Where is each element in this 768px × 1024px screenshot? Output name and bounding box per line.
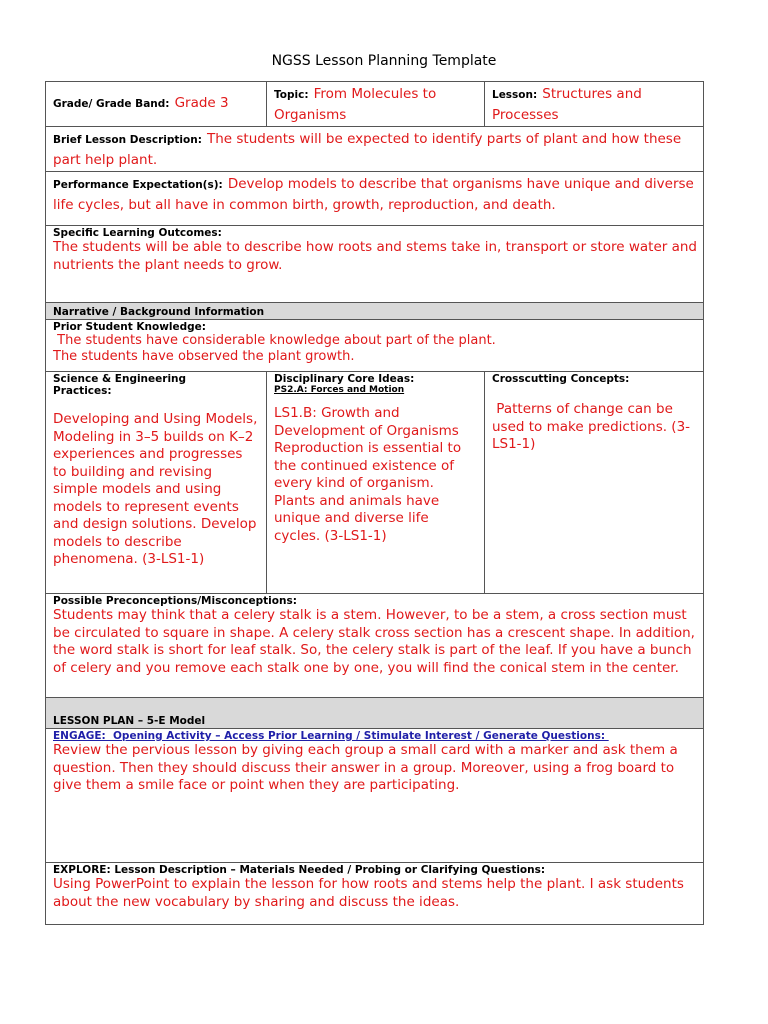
outcomes-cell (46, 226, 704, 303)
brief-label: Brief Lesson Description: (53, 134, 202, 146)
lesson-cell (485, 82, 704, 127)
lessonplan-cell (46, 698, 704, 729)
narrative-cell (46, 303, 704, 320)
lesson-label: Lesson: (492, 89, 538, 101)
practices-value: Developing and Using Models, Modeling in 3–5 builds on K–2 experiences and progresses to building and revising simple models and using models to represent events and design solutions. Develop models to describe phenomena. (3-LS1-1) (53, 411, 258, 567)
header-row (46, 82, 704, 127)
standards-row (46, 372, 704, 594)
prior-label: Prior Student Knowledge: (53, 321, 206, 333)
outcomes-label: Specific Learning Outcomes: (53, 227, 222, 239)
prior-row (46, 320, 704, 372)
preconceptions-row (46, 594, 704, 698)
narrative-label: Narrative / Background Information (53, 306, 265, 318)
outcomes-row (46, 226, 704, 303)
engage-row (46, 729, 704, 863)
explore-row (46, 863, 704, 925)
lesson-value: Structures and Processes (492, 86, 642, 123)
brief-cell (46, 127, 704, 172)
engage-value: Review the pervious lesson by giving each group a small card with a marker and ask them a question. Then they should discuss their answer in a group. Moreover, using a frog board to give them a smile face or point when they are participating. (53, 742, 678, 793)
core-value: LS1.B: Growth and Development of Organisms Reproduction is essential to the continued existence of every kind of organism. Plants and animals have unique and diverse life cycles. (3-LS1-1) (274, 405, 462, 544)
lesson-plan-table (45, 81, 704, 925)
prior-cell (46, 320, 704, 372)
practices-cell (46, 372, 267, 594)
brief-row (46, 127, 704, 172)
crosscutting-value: Patterns of change can be used to make predictions. (3-LS1-1) (492, 401, 691, 452)
preconceptions-label: Possible Preconceptions/Misconceptions: (53, 595, 297, 607)
explore-cell (46, 863, 704, 925)
grade-value: Grade 3 (174, 95, 229, 111)
prior-line-2: The students have observed the plant growth. (53, 349, 355, 364)
practices-label: Science & Engineering Practices: (53, 373, 187, 397)
narrative-row (46, 303, 704, 320)
lessonplan-row (46, 698, 704, 729)
engage-cell (46, 729, 704, 863)
core-label: Disciplinary Core Ideas: (274, 373, 415, 385)
preconceptions-cell (46, 594, 704, 698)
performance-label: Performance Expectation(s): (53, 179, 223, 191)
crosscutting-label: Crosscutting Concepts: (492, 373, 630, 385)
page-title: NGSS Lesson Planning Template (271, 53, 497, 69)
topic-value: From Molecules to Organisms (274, 86, 437, 123)
prior-line-1: The students have considerable knowledge about part of the plant. (53, 333, 496, 348)
grade-label: Grade/ Grade Band: (53, 98, 170, 110)
core-cell (267, 372, 485, 594)
crosscutting-cell (485, 372, 704, 594)
explore-value: Using PowerPoint to explain the lesson for how roots and stems help the plant. I ask students about the new vocabulary by sharing and discuss the ideas. (53, 876, 684, 910)
brief-value: The students will be expected to identify parts of plant and how these part help plant. (53, 131, 682, 168)
topic-cell (267, 82, 485, 127)
preconceptions-value: Students may think that a celery stalk is a stem. However, to be a stem, a cross section must be circulated to square in shape. A celery stalk cross section has a crescent shape. In addition, the word stalk is short for leaf stalk. So, the celery stalk is part of the leaf. If you have a bunch of celery and you remove each stalk one by one, you will find the conical stem in the center. (53, 607, 695, 676)
performance-value: Develop models to describe that organisms have unique and diverse life cycles, but all have in common birth, growth, reproduction, and death. (53, 176, 694, 213)
core-sub-heading: PS2.A: Forces and Motion (274, 385, 405, 395)
lessonplan-label: LESSON PLAN – 5-E Model (53, 715, 206, 727)
performance-cell (46, 172, 704, 226)
grade-cell (46, 82, 267, 127)
performance-row (46, 172, 704, 226)
explore-label: EXPLORE: Lesson Description – Materials Needed / Probing or Clarifying Questions: (53, 864, 546, 876)
topic-label: Topic: (274, 89, 309, 101)
engage-label: ENGAGE: Opening Activity – Access Prior Learning / Stimulate Interest / Generate Questions: (53, 730, 609, 742)
outcomes-value: The students will be able to describe how roots and stems take in, transport or store water and nutrients the plant needs to grow. (53, 239, 697, 273)
